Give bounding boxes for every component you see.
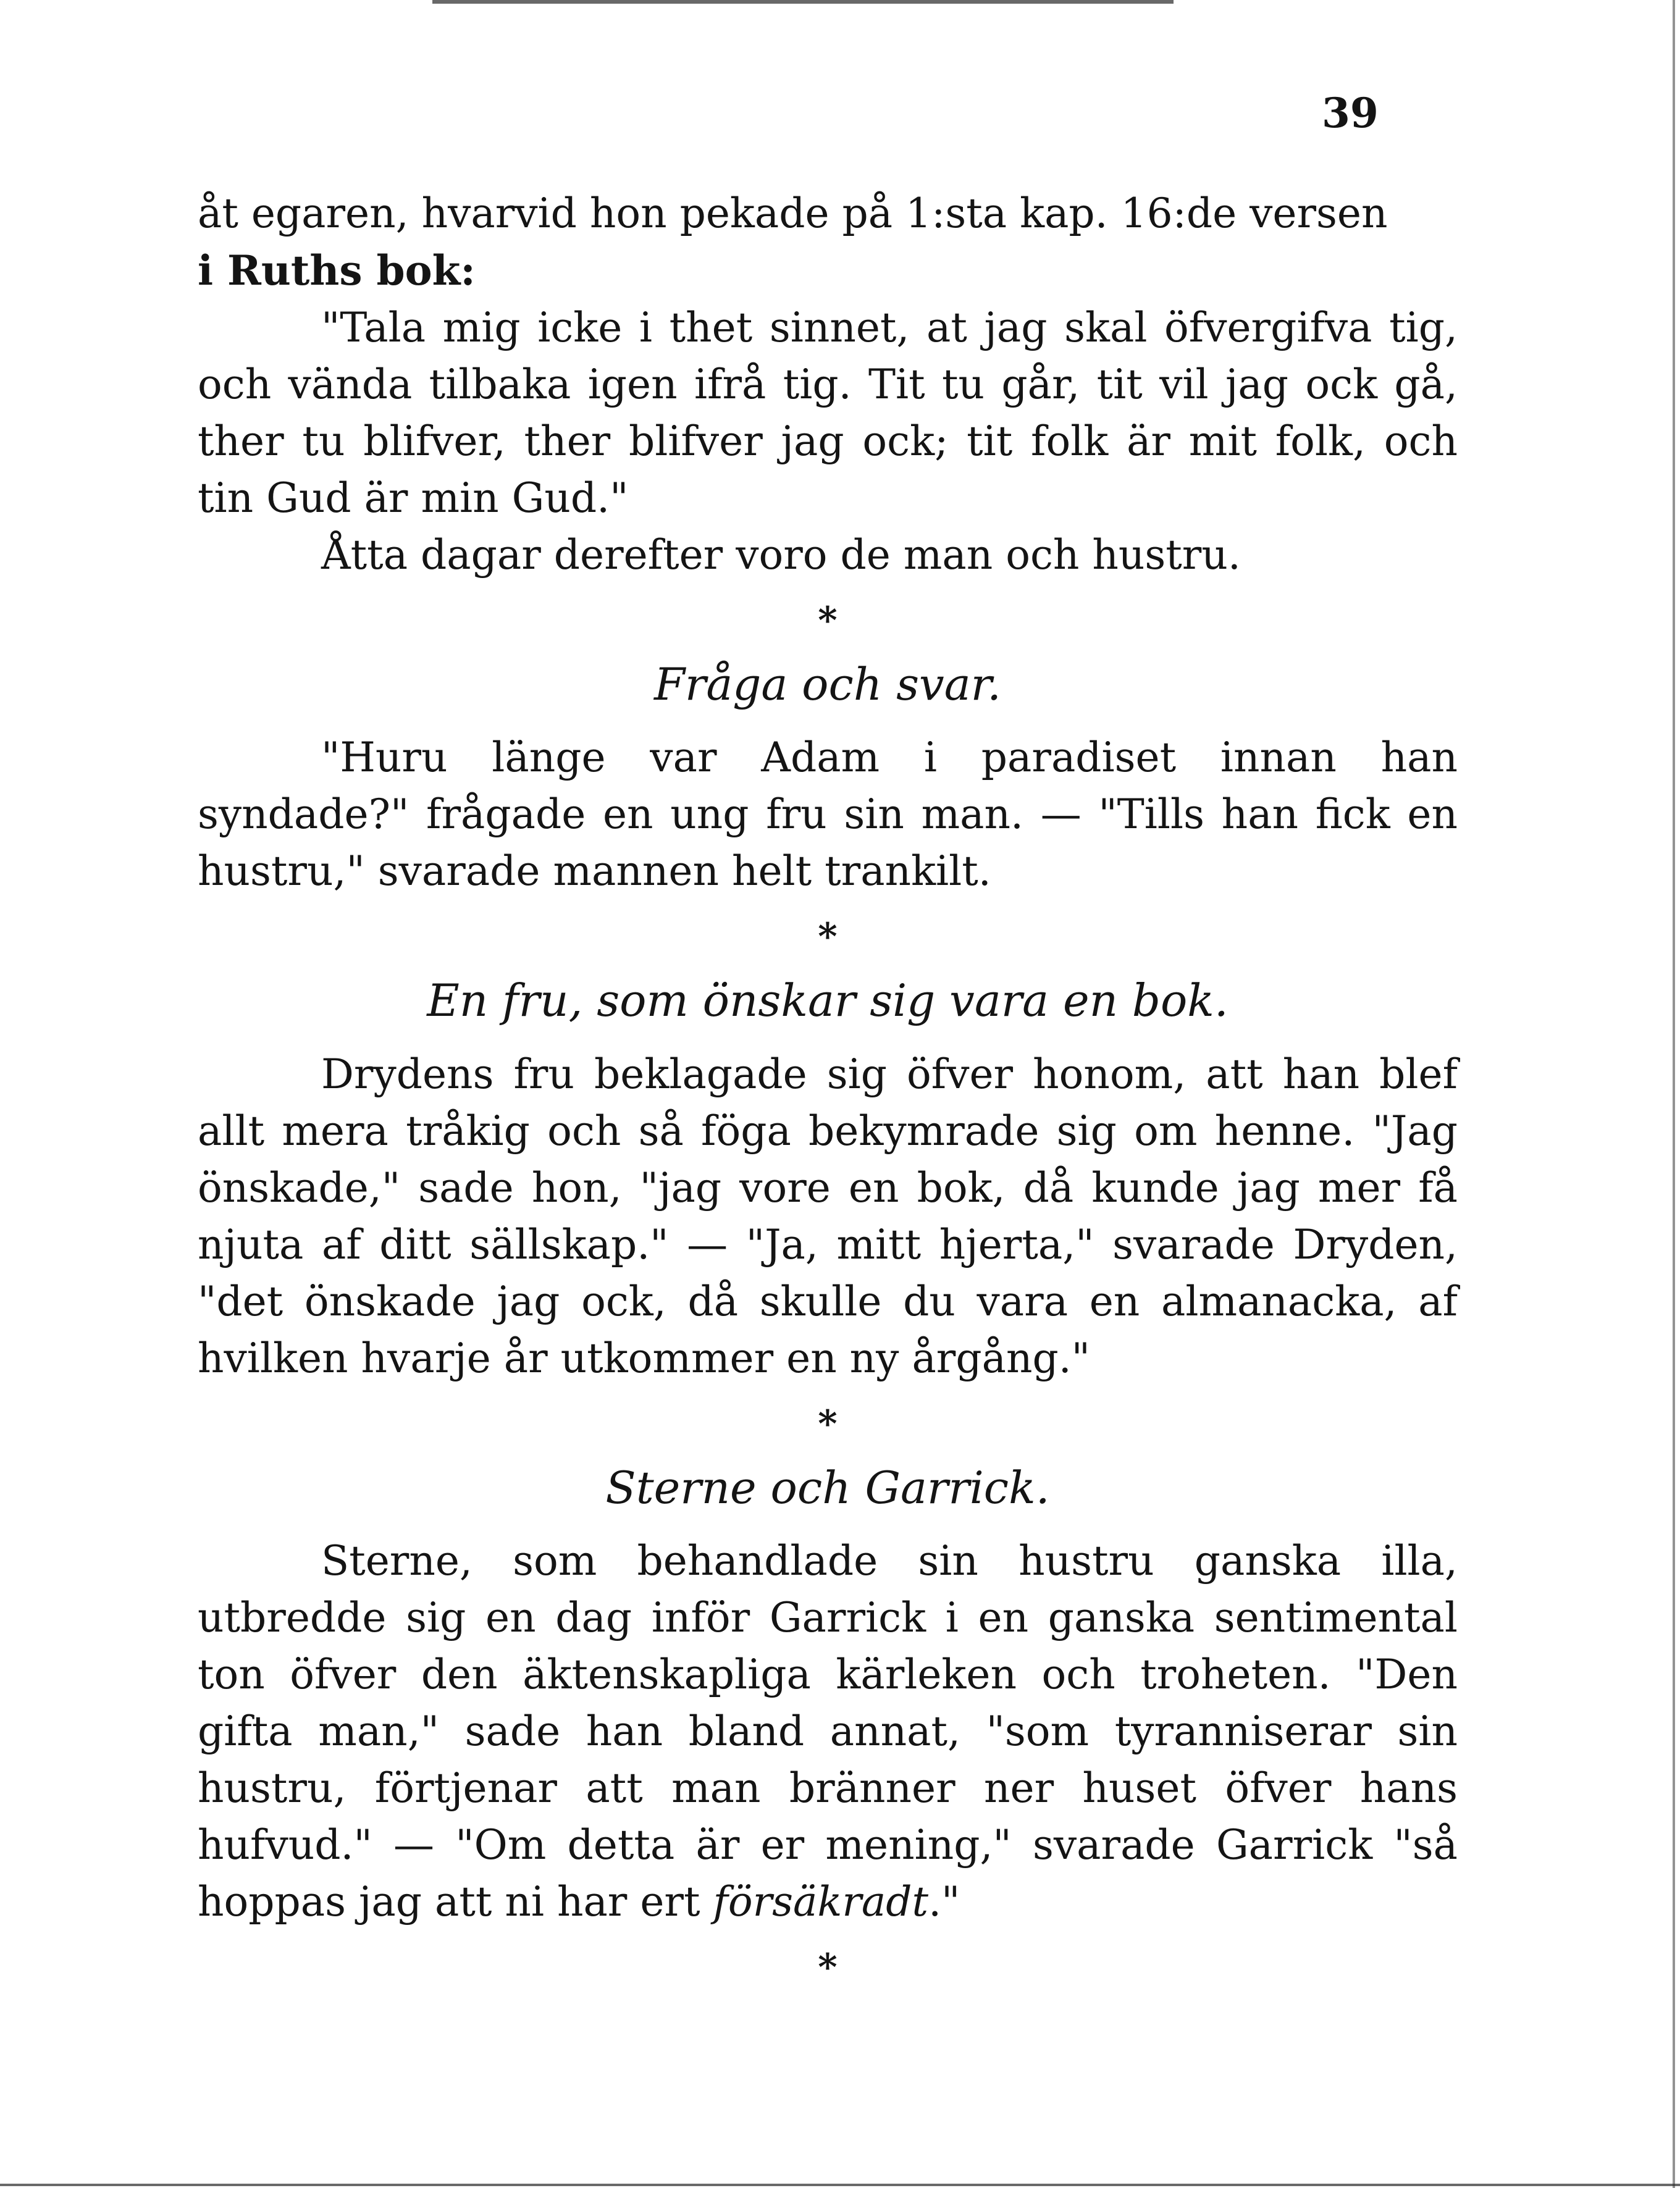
separator-asterisk-1: * <box>818 599 838 642</box>
section2-body: "Huru länge var Adam i paradiset innan han syndade?" frågade en ung fru sin man. — "Tills han fick en hustru," svarade mannen helt trankilt. <box>198 734 1458 895</box>
bottom-edge-rule <box>0 2184 1680 2186</box>
section4-body-main: Sterne, som behandlade sin hustru ganska illa, utbredde sig en dag inför Garrick i en ganska sentimental ton öfver den äktenskapliga kärleken och troheten. "Den gifta man," sade han bland annat, "som tyranniserar sin hustru, förtjenar att man bränner ner huset öfver hans hufvud." — "Om detta är er mening," svarade Garrick "så hoppas jag att ni har ert <box>198 1537 1458 1926</box>
right-page-edge <box>1673 0 1675 2188</box>
section4-title: Sterne och Garrick. <box>605 1461 1050 1514</box>
separator-asterisk-2: * <box>818 915 838 959</box>
section3-body: Drydens fru beklagade sig öfver honom, att han blef allt mera tråkig och så föga bekymrade sig om henne. "Jag önskade," sade hon, "jag vore en bok, då kunde jag mer få njuta af ditt sällskap." — "Ja, mitt hjerta," svarade Dryden, "det önskade jag ock, då skulle du vara en almanacka, af hvilken hvarje år utkommer en ny årgång." <box>198 1050 1458 1382</box>
section2-title: Fråga och svar. <box>653 658 1002 710</box>
top-edge-rule <box>432 0 1174 4</box>
section3-title: En fru, som önskar sig vara en bok. <box>427 975 1228 1027</box>
page-number: 39 <box>1322 89 1379 137</box>
text-column <box>198 185 1458 2005</box>
section1-intro-ref: i Ruths bok: <box>198 246 476 295</box>
separator-asterisk-3: * <box>818 1402 838 1446</box>
section1-intro-text: åt egaren, hvarvid hon pekade på 1:sta kap. 16:de versen <box>198 190 1388 237</box>
section1-quote: "Tala mig icke i thet sinnet, at jag skal öfvergifva tig, och vända tilbaka igen ifrå tig. Tit tu går, tit vil jag ock gå, ther tu blifver, ther blifver jag ock; tit folk är mit folk, och tin Gud är min Gud." <box>198 304 1458 522</box>
section1-closing: Åtta dagar derefter voro de man och hustru. <box>321 531 1241 579</box>
section4-body-emphasis: försäkradt <box>713 1878 929 1926</box>
section4-body-end: ." <box>928 1878 960 1926</box>
separator-asterisk-4: * <box>818 1946 838 1990</box>
section4-body <box>198 1533 1458 1930</box>
section1-intro <box>198 185 1458 300</box>
